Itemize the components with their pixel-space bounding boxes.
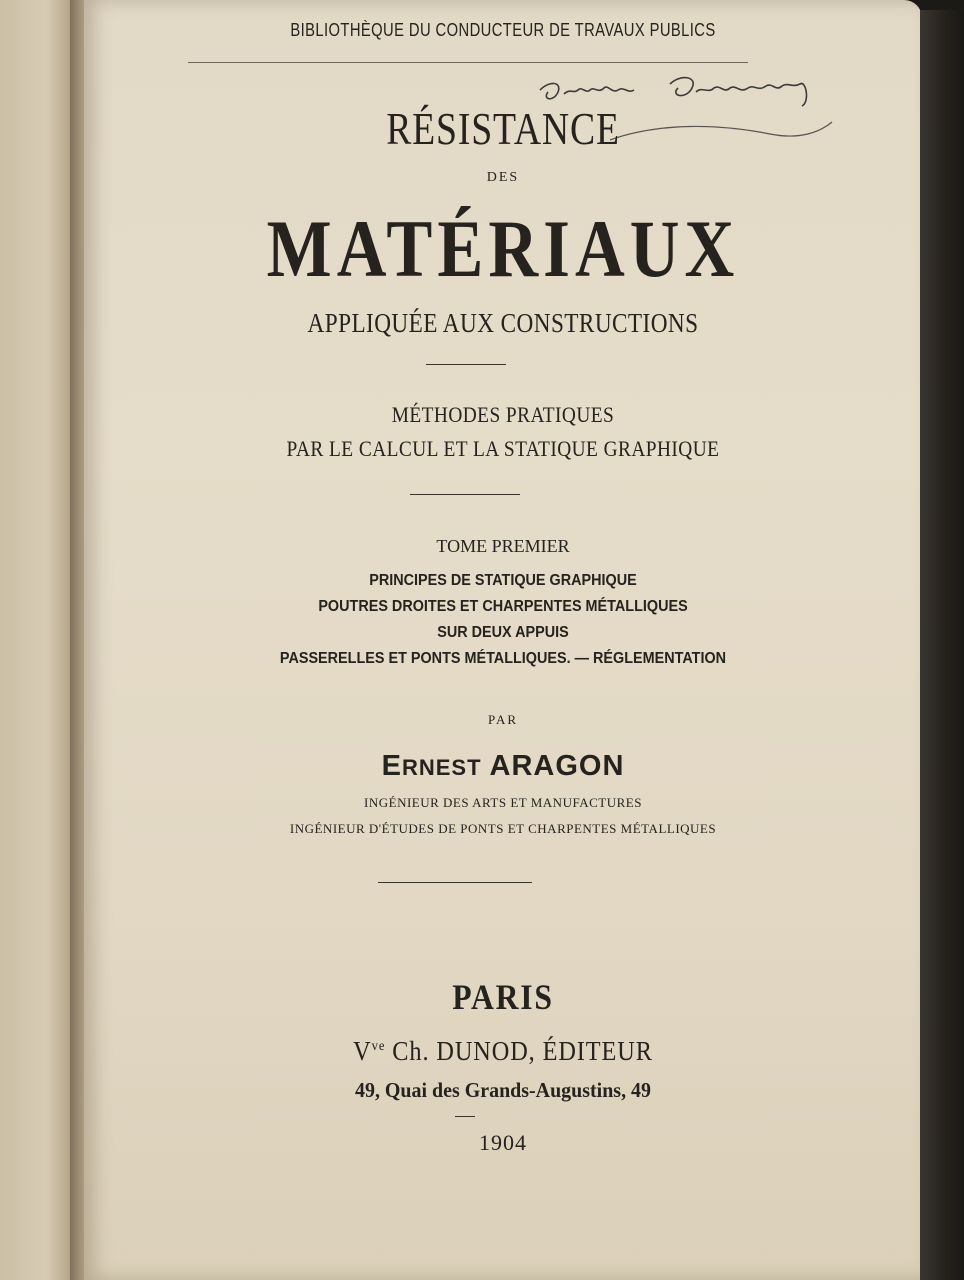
divider-rule (378, 882, 532, 883)
divider-rule (410, 494, 520, 495)
title-line-des: DES (486, 170, 520, 185)
contents-item: POUTRES DROITES ET CHARPENTES MÉTALLIQUES (318, 598, 688, 615)
author-first-initial: E (381, 750, 402, 782)
author-roles (84, 790, 922, 842)
publication-year: 1904 (479, 1130, 527, 1155)
title-line-resistance: RÉSISTANCE (386, 103, 620, 154)
publisher-address: 49, Quai des Grands-Augustins, 49 (354, 1078, 651, 1102)
author-first-rest: RNEST (401, 755, 482, 780)
volume-label: TOME PREMIER (436, 536, 570, 556)
divider-rule (455, 1116, 475, 1117)
author-name (84, 750, 922, 783)
author-role-1: INGÉNIEUR DES ARTS ET MANUFACTURES (364, 795, 642, 810)
publisher-prefix: V (353, 1036, 372, 1066)
contents-item: PRINCIPES DE STATIQUE GRAPHIQUE (369, 572, 637, 589)
publication-city: PARIS (452, 977, 554, 1017)
author-role-2: INGÉNIEUR D'ÉTUDES DE PONTS ET CHARPENTES MÉTALLIQUES (289, 821, 717, 836)
author-last-name: ARAGON (489, 750, 625, 782)
title-line-materiaux: MATÉRIAUX (266, 203, 740, 294)
publisher-sup: ve (371, 1039, 386, 1054)
by-label: PAR (487, 712, 519, 727)
publisher (126, 1036, 880, 1067)
contents-list (126, 568, 880, 672)
publisher-rest: Ch. DUNOD, ÉDITEUR (385, 1036, 653, 1066)
methods-line-1: MÉTHODES PRATIQUES (391, 402, 615, 427)
series-title: BIBLIOTHÈQUE DU CONDUCTEUR DE TRAVAUX PUBLICS (290, 20, 716, 40)
subtitle-appliquee: APPLIQUÉE AUX CONSTRUCTIONS (307, 308, 699, 338)
book-cover-edge (920, 10, 964, 1280)
methods-block (134, 398, 871, 466)
contents-item: PASSERELLES ET PONTS MÉTALLIQUES. — RÉGLEMENTATION (279, 650, 727, 667)
divider-rule (426, 364, 506, 365)
methods-line-2: PAR LE CALCUL ET LA STATIQUE GRAPHIQUE (286, 436, 720, 461)
contents-item: SUR DEUX APPUIS (437, 624, 569, 641)
